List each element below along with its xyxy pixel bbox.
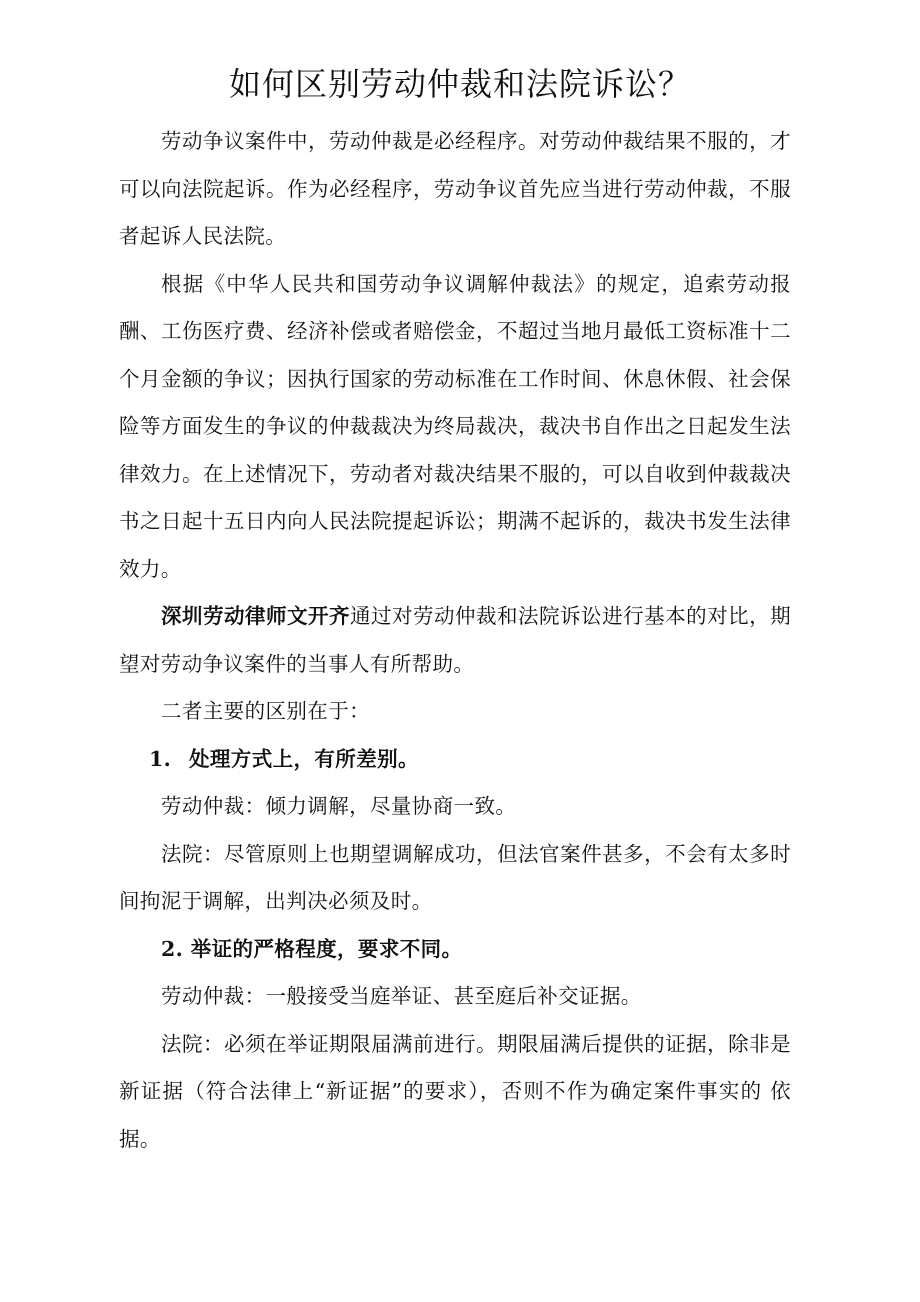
intro-paragraph-4: 二者主要的区别在于： (161, 699, 370, 723)
section-2-heading: 2. 举证的严格程度，要求不同。 (161, 936, 463, 961)
intro-paragraph-1: 劳动争议案件中，劳动仲裁是必经程序。对劳动仲裁结果不服的，才可以向法院起诉。作为必经程序，劳动争议首先应当进行劳动仲裁，不服者起诉人民法院。 (119, 129, 791, 248)
section-1-arbitration: 劳动仲裁：倾力调解，尽量协商一致。 (161, 794, 517, 818)
document-title: 如何区别劳动仲裁和法院诉讼？ (228, 65, 691, 103)
intro-paragraph-3 (119, 593, 791, 688)
section-1-number: 1. (149, 746, 172, 771)
section-1-heading (119, 736, 791, 784)
intro-paragraph-3-text: 通过对劳动仲裁和法院诉讼进行基本的对比，期望对劳动争议案件的当事人有所帮助。 (119, 604, 791, 676)
lawyer-name: 深圳劳动律师文开齐 (161, 604, 351, 628)
section-2-arbitration: 劳动仲裁：一般接受当庭举证、甚至庭后补交证据。 (161, 984, 642, 1008)
section-1-heading-text: 处理方式上，有所差别。 (189, 746, 419, 771)
document-body (119, 118, 791, 1163)
section-2-court: 法院：必须在举证期限届满前进行。期限届满后提供的证据，除非是新证据（符合法律上“新证据”的要求），否则不作为确定案件事实的 依据。 (119, 1031, 791, 1151)
intro-paragraph-2: 根据《中华人民共和国劳动争议调解仲裁法》的规定，追索劳动报酬、工伤医疗费、经济补偿或者赔偿金，不超过当地月最低工资标准十二个月金额的争议；因执行国家的劳动标准在工作时间、休息休假、社会保险等方面发生的争议的仲裁裁决为终局裁决，裁决书自作出之日起发生法律效力。在上述情况下，劳动者对裁决结果不服的，可以自收到仲裁裁决书之日起十五日内向人民法院提起诉讼；期满不起诉的，裁决书发生法律效力。 (119, 271, 791, 581)
section-1-court: 法院：尽管原则上也期望调解成功，但法官案件甚多，不会有太多时间拘泥于调解，出判决必须及时。 (119, 841, 791, 913)
